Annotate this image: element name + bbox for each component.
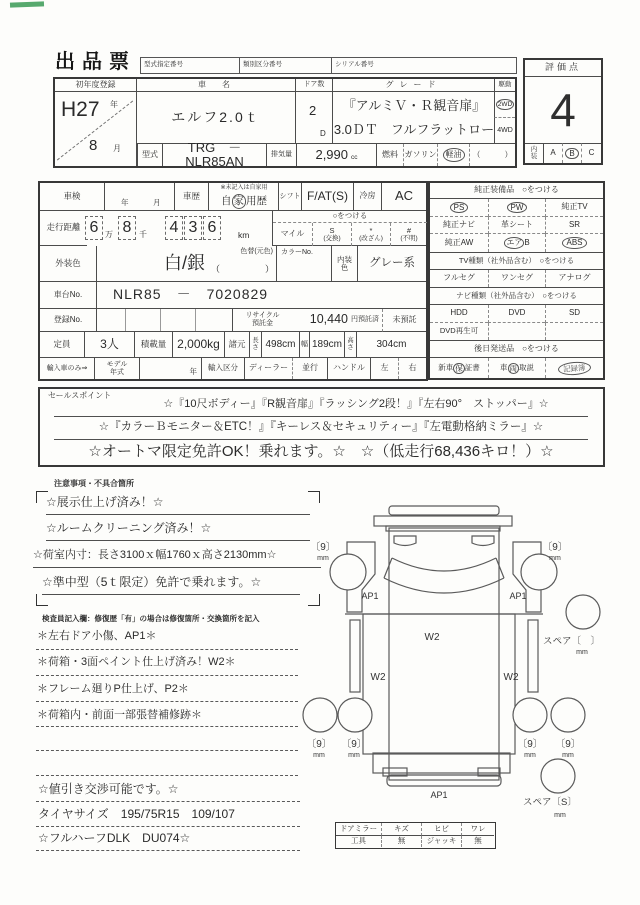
spare1-label: スペア〔 〕	[543, 636, 601, 647]
equip-hdd: HDD	[430, 305, 488, 323]
drive-4wd: 4WD	[494, 118, 515, 144]
history-post: 用歴	[246, 194, 267, 207]
notes-label: 注意事項・不具合箇所	[54, 479, 134, 488]
model-year-label	[95, 358, 140, 379]
import-class-label: 輸入区分	[202, 358, 245, 379]
ap1-right: AP1	[509, 591, 527, 601]
equip-airbag	[488, 234, 545, 252]
score-value: 4	[550, 83, 576, 136]
rear-wheel-left-inner	[338, 698, 372, 732]
equip-record-book	[545, 358, 603, 378]
check-jack-value: 無	[461, 836, 494, 848]
ac-value: AC	[382, 183, 426, 211]
recycle-label-line1: リサイクル	[245, 312, 280, 320]
import-parallel: 並行	[292, 358, 327, 379]
scan-artifact-green	[10, 1, 44, 7]
first-reg-year: H27	[61, 98, 100, 121]
tread-rear-left-outer: 〔9〕	[306, 739, 332, 750]
shaken-year-unit: 年	[121, 198, 129, 207]
equip-oem-tv: 純正TV	[545, 199, 603, 217]
equip-manual-circle: 両	[509, 363, 517, 373]
recycle-label	[232, 309, 292, 332]
car-name-header: 車 名	[137, 79, 295, 92]
mileage-km: km	[238, 230, 250, 240]
ext-color-value: 白/銀	[163, 253, 205, 274]
mileage-man: 万	[105, 230, 113, 239]
vehicle-header-table	[53, 77, 517, 168]
sales-points-label: セールスポイント	[48, 391, 112, 400]
tread-rear-right-inner-mm: mm	[524, 752, 536, 759]
equip-abs-circle: ABS	[562, 237, 586, 249]
tread-rear-left-outer-mm: mm	[313, 752, 325, 759]
flag-asterisk-text: (改ざん)	[359, 235, 383, 243]
history-pre: 自	[221, 194, 232, 207]
equip-airbag-rest: B	[524, 237, 530, 247]
doors-d: D	[320, 129, 326, 138]
box-type-code-label: 型式指定番号	[144, 61, 183, 68]
equip-leather: 革シート	[488, 217, 545, 234]
inspector-dash-2	[36, 675, 298, 676]
equip-header-oem: 純正装備品 ○をつける	[430, 183, 603, 199]
shaken-month-unit: 月	[153, 198, 161, 207]
height-value: 304cm	[357, 332, 426, 358]
doors-value: 2	[309, 103, 317, 118]
side-rail-right	[528, 620, 538, 692]
mileage-digit-3: 4	[165, 216, 183, 240]
model-code-label: 型式	[137, 144, 163, 166]
inspector-line-2: ＊荷箱・3面ペイント仕上げ済み！W2＊	[37, 656, 236, 668]
first-reg-month-unit: 月	[113, 144, 121, 153]
grade-line1: 『アルミＶ・Ｒ観音扉』	[342, 97, 486, 113]
history-circled-char: 家	[233, 195, 244, 208]
equip-manual-post: 取説	[519, 362, 534, 372]
tread-front-right-mm: mm	[549, 555, 561, 562]
chassis-value: NLR85 － 7020829	[113, 286, 269, 302]
width-value: 189cm	[310, 332, 345, 358]
ap1-rear: AP1	[430, 790, 448, 800]
spare2-label: スペア〔S〕	[523, 797, 577, 808]
grade-header: グレード	[332, 79, 494, 92]
recycle-label-line2: 預託金	[252, 320, 273, 327]
interior-grade-label: 内装	[525, 143, 543, 163]
rear-wheel-left-outer	[303, 698, 337, 732]
recolor-label: 色替(元色)	[240, 248, 273, 255]
model-year-unit: 年	[189, 366, 197, 376]
fuel-diesel	[437, 144, 469, 166]
inspector-dash-8	[36, 826, 300, 827]
first-reg-header: 初年度登録	[55, 79, 137, 92]
grade-line2: 3.0ＤＴ フルフラットロー	[333, 121, 495, 137]
note-line-4: ☆準中型（5ｔ限定）免許で乗れます。☆	[42, 575, 262, 589]
bracket-bottom-left	[36, 594, 48, 606]
rear-wheel-right-outer	[551, 698, 585, 732]
shift-value: F/AT(S)	[302, 183, 354, 211]
equip-pw	[488, 199, 545, 217]
inspector-dash-7	[36, 801, 300, 802]
box-class-code-label: 類別区分番号	[243, 61, 282, 68]
first-reg-month: 8	[89, 137, 98, 154]
note-underline-2	[46, 540, 310, 541]
fuel-label: 燃料	[382, 149, 398, 159]
interior-grade-b-circle: B	[565, 148, 578, 160]
fuel-diesel-circle: 軽油	[443, 148, 465, 162]
equipment-table	[428, 181, 605, 380]
shaken-value	[105, 183, 175, 211]
grade-cell	[332, 92, 494, 144]
inspector-dash-4	[36, 726, 298, 727]
equip-dvd: DVD	[488, 305, 545, 323]
drive-header: 駆動	[494, 79, 515, 92]
tread-rear-right-inner: 〔9〕	[517, 739, 543, 750]
mileage-digit-2: 8	[118, 216, 136, 240]
note-underline-1	[46, 514, 310, 515]
box-serial-label: シリアル番号	[335, 61, 374, 68]
check-table	[335, 822, 496, 849]
inspector-line-1: ＊左右ドア小傷、AP1＊	[37, 630, 157, 642]
check-tools-label: 工具	[351, 836, 366, 846]
box-class-code	[240, 57, 332, 74]
recolor-paren: （ ）	[210, 264, 274, 274]
flag-asterisk-mark: *	[369, 225, 373, 235]
import-only-label: 輸入車のみ⇒	[40, 358, 95, 379]
inspector-dash-1	[36, 649, 298, 650]
equip-warranty-circle: 保	[455, 363, 463, 373]
equip-ps	[430, 199, 488, 217]
equip-blank-2	[545, 323, 603, 340]
score-box	[523, 58, 603, 165]
load-value: 2,000kg	[173, 332, 225, 358]
front-wheel-left	[330, 554, 366, 590]
recycle-unpaid: 未預託	[382, 309, 426, 332]
page-title: 出品票	[55, 51, 136, 73]
drive-2wd	[494, 92, 515, 118]
cab-corner-left	[394, 536, 416, 546]
flag-asterisk	[351, 223, 390, 246]
doors-cell	[295, 92, 332, 144]
w2-left: W2	[370, 672, 386, 683]
interior-grade-c: C	[581, 143, 601, 163]
equip-manual	[488, 358, 545, 378]
length-value: 498cm	[262, 332, 300, 358]
reg-no-label: 登録No.	[40, 309, 97, 332]
displacement-label: 排気量	[267, 144, 297, 166]
first-reg-year-unit: 年	[110, 100, 118, 109]
windshield-end-left	[384, 558, 392, 578]
inspector-extra-1: ☆値引き交渉可能です。☆	[38, 782, 179, 796]
spare-tire-2	[541, 759, 575, 793]
recycle-paid: 円預託済	[348, 309, 382, 332]
tread-front-left: 〔9〕	[310, 542, 336, 553]
history-cell	[209, 183, 279, 211]
equip-pw-circle: PW	[507, 202, 528, 214]
tread-rear-right-outer-mm: mm	[562, 752, 574, 759]
color-no-cell	[277, 246, 332, 282]
equip-dvd-play: DVD再生可	[439, 326, 479, 336]
note-line-1: ☆展示仕上げ済み！☆	[46, 495, 164, 509]
sales-line-3: ☆オートマ限定免許OK！乗れます。☆ ☆（低走行68,436キロ！）☆	[88, 442, 554, 460]
cab-corner-right	[472, 536, 494, 546]
interior-grade-a: A	[543, 143, 562, 163]
chassis-cell	[97, 282, 426, 309]
ext-color-cell	[97, 246, 277, 282]
handle-right: 右	[398, 358, 426, 379]
capacity-value: 3人	[85, 332, 135, 358]
equip-oem-aw: 純正AW	[444, 237, 474, 247]
mileage-digit-4: 3	[184, 216, 202, 240]
equip-header-later: 後日発送品 ○をつける	[430, 340, 603, 358]
inspector-label: 検査員記入欄：修復歴「有」の場合は修復箇所・交換箇所を記入	[42, 614, 260, 623]
capacity-label: 定員	[40, 332, 85, 358]
spare2-mm: mm	[554, 812, 566, 819]
height-label: 高さ	[345, 332, 357, 358]
shaken-label: 車検	[40, 183, 105, 211]
w2-right: W2	[503, 672, 519, 683]
flag-s-mark: S	[329, 225, 335, 235]
flag-hash-mark: #	[406, 225, 412, 235]
dims-label: 諸元	[225, 332, 250, 358]
equip-sr: SR	[545, 217, 603, 234]
inspector-dash-6	[36, 775, 298, 776]
inspector-dash-3	[36, 701, 298, 702]
box-serial	[332, 57, 517, 74]
inspector-extra-2: タイヤサイズ 195/75R15 109/107	[38, 807, 235, 821]
doors-header: ドア数	[295, 79, 332, 92]
tread-front-right: 〔9〕	[542, 542, 568, 553]
equip-airbag-circle: エア	[506, 238, 523, 248]
flag-hash-text: (不明)	[400, 235, 418, 243]
import-dealer: ディーラー	[248, 363, 289, 373]
chassis-label: 車台No.	[40, 282, 97, 309]
tread-rear-left-inner-mm: mm	[348, 752, 360, 759]
equip-blank-1	[488, 323, 545, 340]
sales-line-1: ☆『10尺ボディー』『R観音扉』『ラッシング2段！』『左右90° ストッパー』☆	[163, 397, 549, 410]
displacement-number: 2,990	[315, 146, 349, 162]
spec-table	[38, 181, 428, 381]
history-note: ※未記入は自家用	[220, 184, 268, 191]
model-code-value: TRG － NLR85AN	[163, 144, 267, 166]
shift-label: シフト	[279, 183, 302, 211]
equip-record-circle: 記録簿	[558, 360, 591, 375]
handle-left: 左	[370, 358, 398, 379]
color-no-label: カラーNo.	[281, 249, 313, 256]
reg-row-underline	[97, 309, 232, 332]
windshield-top-edge	[392, 558, 496, 571]
equip-sd: SD	[545, 305, 603, 323]
inspector-dash-5	[36, 750, 298, 751]
ext-color-label: 外装色	[40, 246, 97, 282]
cab-front-panel	[374, 516, 512, 526]
equip-header-tv: TV種類（社外品含む） ○をつける	[430, 252, 603, 270]
equip-analog: アナログ	[545, 270, 603, 287]
model-year-blank	[140, 358, 202, 379]
equip-warranty-pre: 新車	[438, 362, 454, 372]
displacement-unit: cc	[351, 154, 358, 162]
check-mirror-label: ドアミラー	[336, 823, 381, 836]
width-label: 幅	[300, 332, 310, 358]
handle-label: ハンドル	[327, 358, 370, 379]
mileage-sen: 千	[139, 230, 147, 239]
rear-bumper	[373, 753, 510, 773]
int-color-label: 内装色	[332, 246, 358, 282]
mileage-digit-5: 6	[203, 216, 221, 240]
equip-oneseg: ワンセグ	[488, 270, 545, 287]
recycle-value: 10,440	[292, 309, 348, 332]
model-year-line1: モデル	[106, 360, 128, 368]
history-value	[209, 193, 279, 210]
spare1-mm: mm	[576, 649, 588, 656]
note-line-2: ☆ルームクリーニング済み！☆	[46, 521, 212, 535]
equip-header-navi: ナビ種類（社外品含む） ○をつける	[430, 287, 603, 305]
equip-ps-circle: PS	[450, 202, 469, 214]
inspector-line-3: ＊フレーム廻りP仕上げ、P2＊	[37, 683, 189, 695]
ac-label: 冷房	[354, 183, 382, 211]
sales-line-2: ☆『カラーＢモニター＆ETC！』『キーレス＆セキュリティー』『左電動格納ミラー』☆	[98, 421, 544, 434]
windshield-bottom-edge	[384, 578, 504, 593]
mileage-label: 走行距離	[40, 211, 87, 246]
check-scratch: キズ	[381, 823, 421, 836]
w2-top: W2	[424, 632, 440, 643]
check-jack-label: ジャッキ	[421, 836, 461, 848]
history-label: 車歴	[175, 183, 209, 211]
load-label: 積載量	[135, 332, 173, 358]
ap1-left: AP1	[361, 591, 379, 601]
drive-2wd-circle: 2WD	[496, 99, 514, 111]
int-color-value: グレー系	[358, 246, 426, 282]
vehicle-damage-diagram	[298, 490, 616, 822]
check-crack: ヒビ	[421, 823, 461, 836]
note-underline-4	[42, 594, 300, 595]
mileage-digit-1: 6	[85, 216, 103, 240]
equip-manual-pre: 車	[500, 362, 508, 372]
spare-tire-1	[566, 595, 600, 629]
inspector-dash-9	[36, 850, 300, 851]
front-bumper	[389, 506, 499, 515]
fuel-gasoline: ガソリン	[403, 144, 437, 166]
flag-hash	[390, 223, 427, 246]
car-name-value: エルフ2.0ｔ	[137, 92, 295, 144]
equip-warranty	[430, 358, 488, 378]
flag-s	[312, 223, 351, 246]
interior-grade-b	[562, 143, 581, 163]
sales-points	[38, 387, 605, 467]
inspector-line-4: ＊荷箱内・前面一部張替補修跡＊	[37, 709, 202, 721]
length-label: 長さ	[250, 332, 262, 358]
windshield-end-right	[496, 558, 504, 578]
equip-abs	[545, 234, 603, 252]
box-type-code	[140, 57, 240, 74]
flags-header: ○をつける	[273, 211, 427, 223]
rear-wheel-right-inner	[513, 698, 547, 732]
flag-mile: マイル	[280, 229, 305, 239]
check-tools-value: 無	[381, 836, 421, 848]
flag-s-text: (交換)	[323, 235, 341, 243]
equip-warranty-post: 証書	[464, 362, 480, 372]
side-rail-left	[350, 620, 360, 692]
equip-oem-navi: 純正ナビ	[430, 217, 488, 234]
note-line-3: ☆荷室内寸：長さ3100ｘ幅1760ｘ高さ2130mm☆	[33, 549, 277, 561]
score-label: 評価点	[525, 60, 601, 77]
first-reg-cell	[55, 92, 137, 166]
equip-fullseg: フルセグ	[443, 273, 475, 283]
tread-rear-left-inner: 〔9〕	[341, 739, 367, 750]
odometer-flags	[272, 211, 426, 246]
tread-rear-right-outer: 〔9〕	[555, 739, 581, 750]
inspector-extra-3: ☆フルハーフDLK DU074☆	[38, 831, 191, 845]
check-break: ワレ	[461, 823, 494, 836]
fuel-other: （ ）	[469, 144, 515, 166]
note-underline-3	[33, 567, 321, 568]
displacement-value	[297, 144, 377, 166]
cargo-box	[389, 528, 499, 780]
model-year-line2: 年式	[110, 368, 124, 376]
tread-front-left-mm: mm	[317, 555, 329, 562]
